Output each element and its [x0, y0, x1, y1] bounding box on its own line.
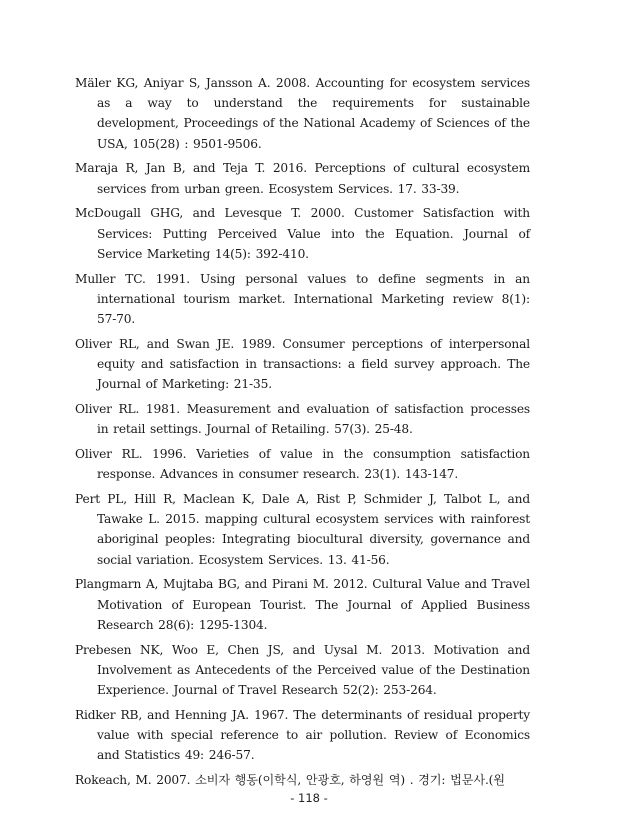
- reference-entry: Pert PL, Hill R, Maclean K, Dale A, Rist P, Schmider J, Talbot L, and Tawake L. 2015. mapping cultural ecosystem services with rainforest aboriginal peoples: Integrating biocultural diversity, governance and social variation. Ecosystem Services. 13. 41-56.: [75, 492, 530, 567]
- reference-entry: Mäler KG, Aniyar S, Jansson A. 2008. Accounting for ecosystem services as a way to understand the requirements for sustainable development, Proceedings of the National Academy of Sciences of the USA, 105(28) : 9501-9506.: [75, 76, 530, 151]
- reference-entry: Oliver RL, and Swan JE. 1989. Consumer perceptions of interpersonal equity and satisfaction in transactions: a field survey approach. The Journal of Marketing: 21-35.: [75, 336, 530, 392]
- reference-entry: Maraja R, Jan B, and Teja T. 2016. Perceptions of cultural ecosystem services from urban green. Ecosystem Services. 17. 33-39.: [75, 161, 530, 196]
- reference-entry: Rokeach, M. 2007. 소비자 행동(이학식, 안광호, 하영원 역) . 경기: 법문사.(원: [75, 773, 505, 788]
- page-number: - 118 -: [290, 791, 328, 805]
- reference-entry: McDougall GHG, and Levesque T. 2000. Customer Satisfaction with Services: Putting Perceived Value into the Equation. Journal of Service Marketing 14(5): 392-410.: [75, 206, 530, 261]
- reference-entry: Plangmarn A, Mujtaba BG, and Pirani M. 2012. Cultural Value and Travel Motivation of European Tourist. The Journal of Applied Business Research 28(6): 1295-1304.: [75, 577, 530, 632]
- reference-entry: Muller TC. 1991. Using personal values to define segments in an international tourism market. International Marketing review 8(1): 57-70.: [75, 271, 530, 327]
- reference-entry: Oliver RL. 1996. Varieties of value in the consumption satisfaction response. Advances in consumer research. 23(1). 143-147.: [75, 447, 530, 482]
- reference-list: [75, 73, 530, 795]
- reference-entry: Prebesen NK, Woo E, Chen JS, and Uysal M. 2013. Motivation and Involvement as Antecedents of the Perceived value of the Destination Experience. Journal of Travel Research 52(2): 253-264.: [75, 642, 530, 698]
- reference-entry: Oliver RL. 1981. Measurement and evaluation of satisfaction processes in retail settings. Journal of Retailing. 57(3). 25-48.: [75, 402, 530, 437]
- reference-entry: Ridker RB, and Henning JA. 1967. The determinants of residual property value with special reference to air pollution. Review of Economics and Statistics 49: 246-57.: [75, 707, 530, 763]
